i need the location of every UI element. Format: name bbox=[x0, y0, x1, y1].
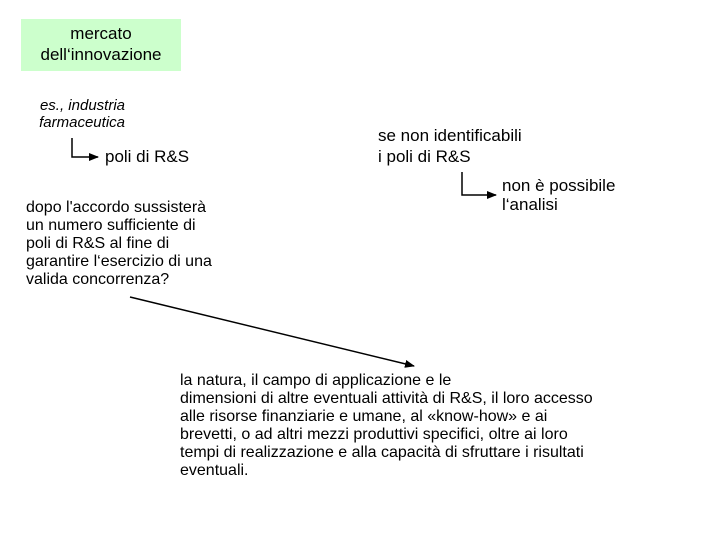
condition-line-1: se non identificabili bbox=[378, 126, 522, 145]
connector-question-to-factors bbox=[130, 297, 414, 366]
factors-line: eventuali. bbox=[180, 462, 249, 479]
consequence-line-2: l‘analisi bbox=[502, 195, 558, 214]
question-line: valida concorrenza? bbox=[26, 271, 170, 288]
title-line-2: dell‘innovazione bbox=[40, 45, 162, 64]
branch-rd-label: poli di R&S bbox=[105, 147, 190, 166]
condition-line-2: i poli di R&S bbox=[378, 147, 471, 166]
factors-line: alle risorse finanziarie e umane, al «know-how» e ai bbox=[180, 408, 548, 425]
connector-condition-to-consequence bbox=[462, 172, 496, 195]
example-line-2: farmaceutica bbox=[39, 114, 125, 131]
question-line: garantire l‘esercizio di una bbox=[26, 253, 212, 270]
question-line: dopo l'accordo sussisterà bbox=[26, 199, 207, 216]
title-line-1: mercato bbox=[70, 24, 132, 43]
factors-line: la natura, il campo di applicazione e le bbox=[180, 372, 452, 389]
connector-example-to-rd bbox=[72, 138, 98, 157]
question-line: un numero sufficiente di bbox=[26, 217, 196, 234]
example-line-1: es., industria bbox=[39, 97, 125, 114]
question-line: poli di R&S al fine di bbox=[26, 235, 170, 252]
factors-line: brevetti, o ad altri mezzi produttivi specifici, oltre ai loro bbox=[180, 426, 568, 443]
factors-line: tempi di realizzazione e alla capacità di sfruttare i risultati bbox=[180, 444, 584, 461]
factors-line: dimensioni di altre eventuali attività di R&S, il loro accesso bbox=[180, 390, 593, 407]
consequence-line-1: non è possibile bbox=[502, 176, 616, 195]
